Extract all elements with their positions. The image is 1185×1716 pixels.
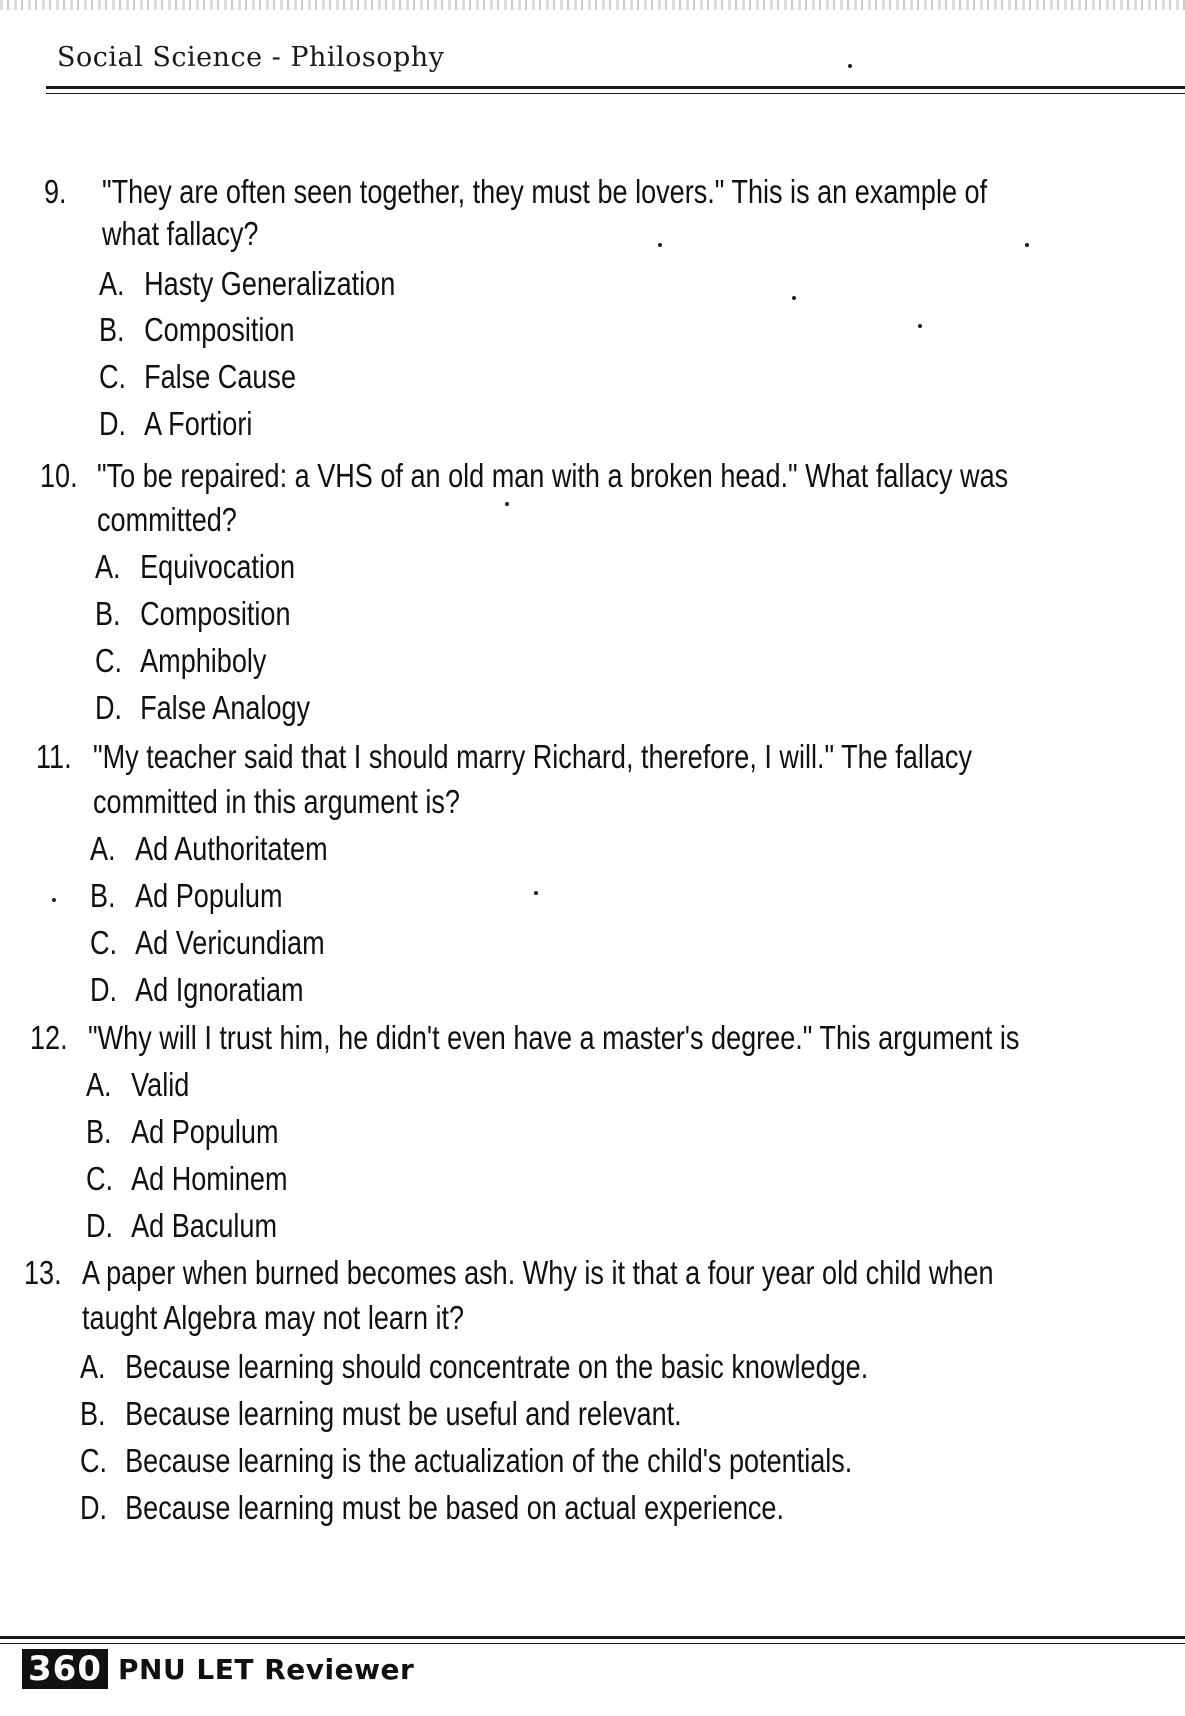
scan-speck bbox=[52, 898, 56, 902]
question-number: 9. bbox=[44, 173, 67, 210]
option-letter: B. bbox=[99, 311, 125, 348]
option-a bbox=[86, 1061, 189, 1108]
option-letter: C. bbox=[95, 642, 123, 679]
option-letter: D. bbox=[95, 689, 123, 726]
option-text: Ad Hominem bbox=[131, 1160, 288, 1197]
option-text: A Fortiori bbox=[144, 405, 253, 442]
scan-speck bbox=[792, 296, 796, 300]
option-text: Ad Authoritatem bbox=[135, 830, 328, 867]
option-a bbox=[95, 543, 295, 590]
option-text: Because learning should concentrate on the basic knowledge. bbox=[125, 1348, 869, 1385]
option-letter: B. bbox=[86, 1113, 112, 1150]
header-rule-thick bbox=[46, 86, 1185, 89]
option-text: Equivocation bbox=[140, 548, 296, 585]
option-c bbox=[80, 1437, 852, 1484]
option-d bbox=[99, 400, 252, 447]
question-text-line: "Why will I trust him, he didn't even have a master's degree." This argument is bbox=[88, 1019, 1020, 1056]
option-a bbox=[80, 1343, 868, 1390]
option-c bbox=[86, 1155, 288, 1202]
scan-speck bbox=[534, 891, 538, 895]
option-b bbox=[90, 872, 283, 919]
option-letter: D. bbox=[80, 1489, 108, 1526]
option-b bbox=[80, 1390, 682, 1437]
option-text: False Cause bbox=[144, 358, 297, 395]
question-number: 12. bbox=[30, 1019, 68, 1056]
question-text-line: "My teacher said that I should marry Richard, therefore, I will." The fallacy bbox=[93, 738, 972, 775]
option-letter: C. bbox=[90, 924, 118, 961]
option-text: Ad Baculum bbox=[131, 1207, 278, 1244]
footer-rule-thin bbox=[0, 1643, 1185, 1644]
option-text: Because learning must be based on actual experience. bbox=[125, 1489, 784, 1526]
option-d bbox=[86, 1202, 277, 1249]
footer-rule-thick bbox=[0, 1636, 1185, 1639]
option-a bbox=[90, 825, 328, 872]
page-header-title: Social Science - Philosophy bbox=[57, 42, 445, 73]
option-letter: B. bbox=[95, 595, 121, 632]
option-d bbox=[90, 966, 304, 1013]
question-text-line: committed in this argument is? bbox=[93, 783, 460, 820]
option-letter: A. bbox=[80, 1348, 106, 1385]
option-text: Composition bbox=[144, 311, 295, 348]
option-letter: A. bbox=[95, 548, 121, 585]
option-letter: C. bbox=[99, 358, 127, 395]
option-text: Valid bbox=[131, 1066, 190, 1103]
option-d bbox=[80, 1484, 784, 1531]
scan-speck bbox=[1025, 243, 1029, 247]
option-letter: C. bbox=[86, 1160, 114, 1197]
option-letter: D. bbox=[99, 405, 127, 442]
option-text: Ad Ignoratiam bbox=[135, 971, 304, 1008]
option-text: Ad Populum bbox=[135, 877, 283, 914]
scan-speck bbox=[918, 324, 922, 328]
option-d bbox=[95, 684, 310, 731]
option-a bbox=[99, 260, 395, 307]
option-letter: B. bbox=[90, 877, 116, 914]
option-text: Hasty Generalization bbox=[144, 265, 396, 302]
option-letter: B. bbox=[80, 1395, 106, 1432]
page-footer bbox=[22, 1649, 414, 1689]
question-text-line: A paper when burned becomes ash. Why is it that a four year old child when bbox=[82, 1254, 994, 1291]
question-text-line: taught Algebra may not learn it? bbox=[82, 1299, 465, 1336]
question-text-line: committed? bbox=[97, 501, 237, 538]
scan-speck bbox=[505, 502, 509, 506]
question-number: 13. bbox=[24, 1254, 62, 1291]
option-text: Ad Vericundiam bbox=[135, 924, 325, 961]
scan-speck bbox=[658, 243, 662, 247]
footer-title: PNU LET Reviewer bbox=[117, 1652, 415, 1686]
question-number: 11. bbox=[36, 738, 72, 775]
option-letter: D. bbox=[86, 1207, 114, 1244]
scan-speck bbox=[848, 64, 852, 68]
option-b bbox=[95, 590, 291, 637]
option-letter: D. bbox=[90, 971, 118, 1008]
option-c bbox=[90, 919, 325, 966]
option-letter: A. bbox=[86, 1066, 112, 1103]
option-text: Because learning is the actualization of the child's potentials. bbox=[125, 1442, 853, 1479]
option-text: False Analogy bbox=[140, 689, 311, 726]
option-b bbox=[99, 306, 295, 353]
option-c bbox=[99, 353, 296, 400]
question-number: 10. bbox=[40, 457, 78, 494]
option-text: Amphiboly bbox=[140, 642, 267, 679]
option-text: Because learning must be useful and relevant. bbox=[125, 1395, 682, 1432]
option-c bbox=[95, 637, 266, 684]
option-letter: A. bbox=[99, 265, 125, 302]
question-text-line: what fallacy? bbox=[102, 215, 259, 252]
question-text-line: "To be repaired: a VHS of an old man with a broken head." What fallacy was bbox=[97, 457, 1009, 494]
option-letter: A. bbox=[90, 830, 116, 867]
page-number-badge: 360 bbox=[22, 1649, 108, 1689]
scan-noise-strip bbox=[0, 0, 1185, 10]
option-text: Composition bbox=[140, 595, 291, 632]
option-letter: C. bbox=[80, 1442, 108, 1479]
option-b bbox=[86, 1108, 279, 1155]
option-text: Ad Populum bbox=[131, 1113, 279, 1150]
header-rule-thin bbox=[46, 93, 1185, 94]
question-text-line: "They are often seen together, they must be lovers." This is an example of bbox=[102, 173, 988, 210]
